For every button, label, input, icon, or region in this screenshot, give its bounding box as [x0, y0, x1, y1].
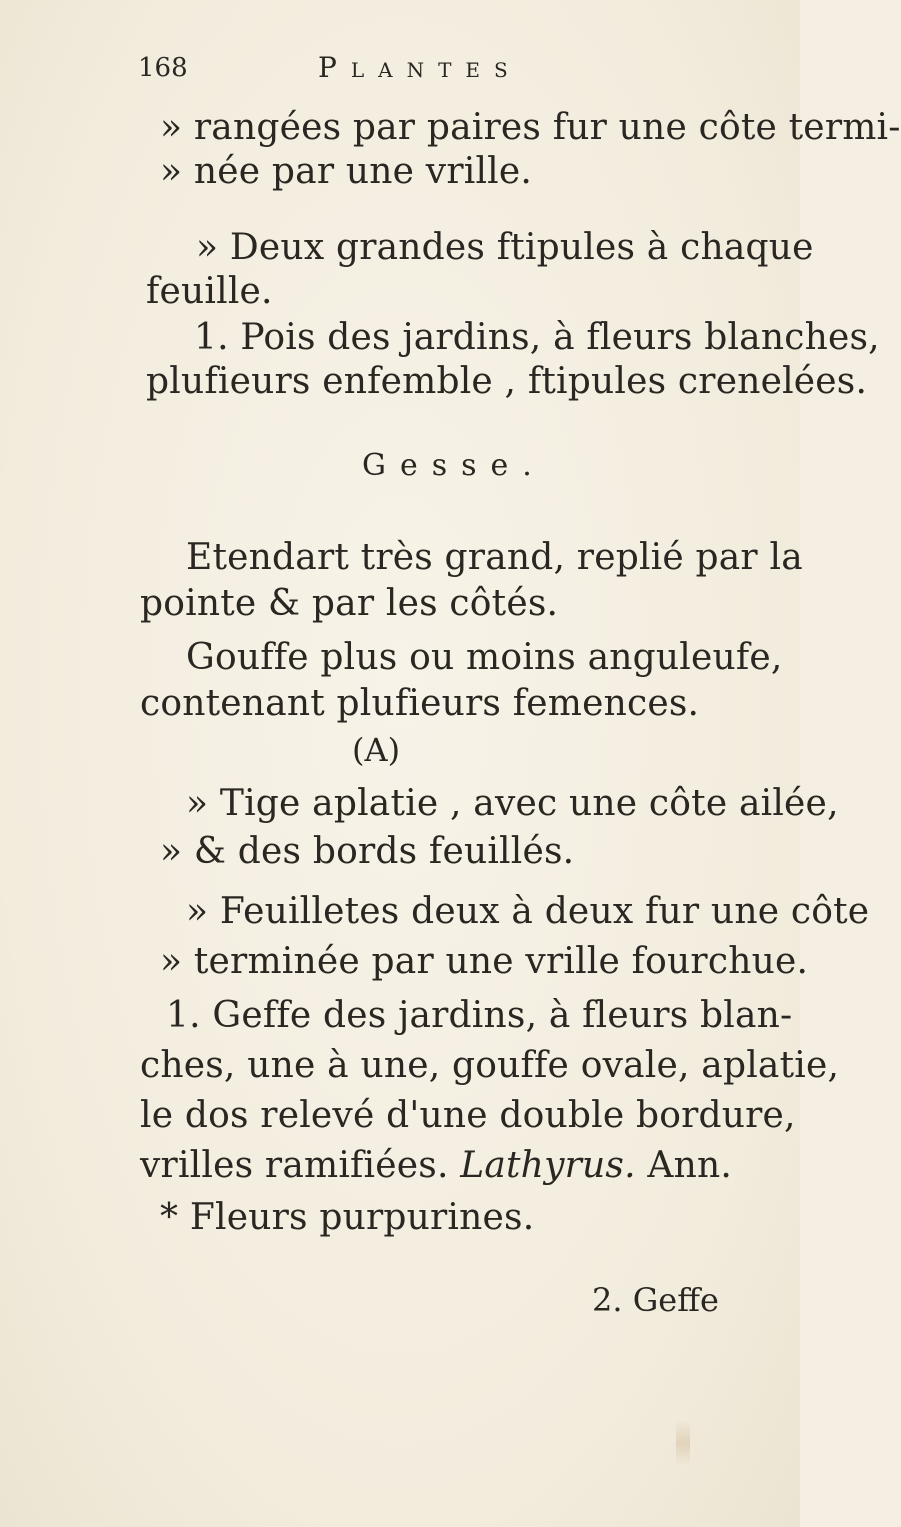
italic-genus-name: Lathyrus.	[460, 1145, 636, 1186]
text-segment: Ann.	[635, 1145, 732, 1186]
paper-stain	[676, 1420, 690, 1466]
text-line: contenant plufieurs femences.	[140, 683, 700, 724]
text-line: » terminée par une vrille fourchue.	[160, 941, 809, 982]
text-line: 1. Geffe des jardins, à fleurs blan-	[166, 995, 793, 1036]
text-line: Gouffe plus ou moins anguleufe,	[186, 637, 783, 678]
section-heading: Gesse.	[362, 448, 546, 483]
text-line: » Tige aplatie , avec une côte ailée,	[186, 783, 839, 824]
running-title: Plantes	[318, 51, 522, 84]
text-line: » née par une vrille.	[160, 151, 533, 192]
catchword: 2. Geffe	[592, 1281, 719, 1319]
footnote-line: * Fleurs purpurines.	[160, 1197, 535, 1238]
text-line: » rangées par paires fur une côte termi-	[160, 107, 901, 148]
text-line: » & des bords feuillés.	[160, 831, 575, 872]
text-line: pointe & par les côtés.	[140, 583, 559, 624]
text-segment: vrilles ramifiées.	[140, 1145, 461, 1186]
page-number: 168	[138, 53, 188, 83]
text-line: feuille.	[146, 271, 273, 312]
subsection-marker: (A)	[352, 731, 401, 769]
text-line: plufieurs enfemble , ftipules crenelées.	[146, 361, 868, 402]
text-line-with-italic	[140, 1144, 732, 1188]
text-line: le dos relevé d'une double bordure,	[140, 1095, 796, 1136]
text-line: 1. Pois des jardins, à fleurs blanches,	[194, 317, 880, 358]
text-line: » Feuilletes deux à deux fur une côte	[186, 891, 870, 932]
text-line: Etendart très grand, replié par la	[186, 537, 803, 578]
text-line: » Deux grandes ftipules à chaque	[196, 227, 814, 268]
text-line: ches, une à une, gouffe ovale, aplatie,	[140, 1045, 840, 1086]
